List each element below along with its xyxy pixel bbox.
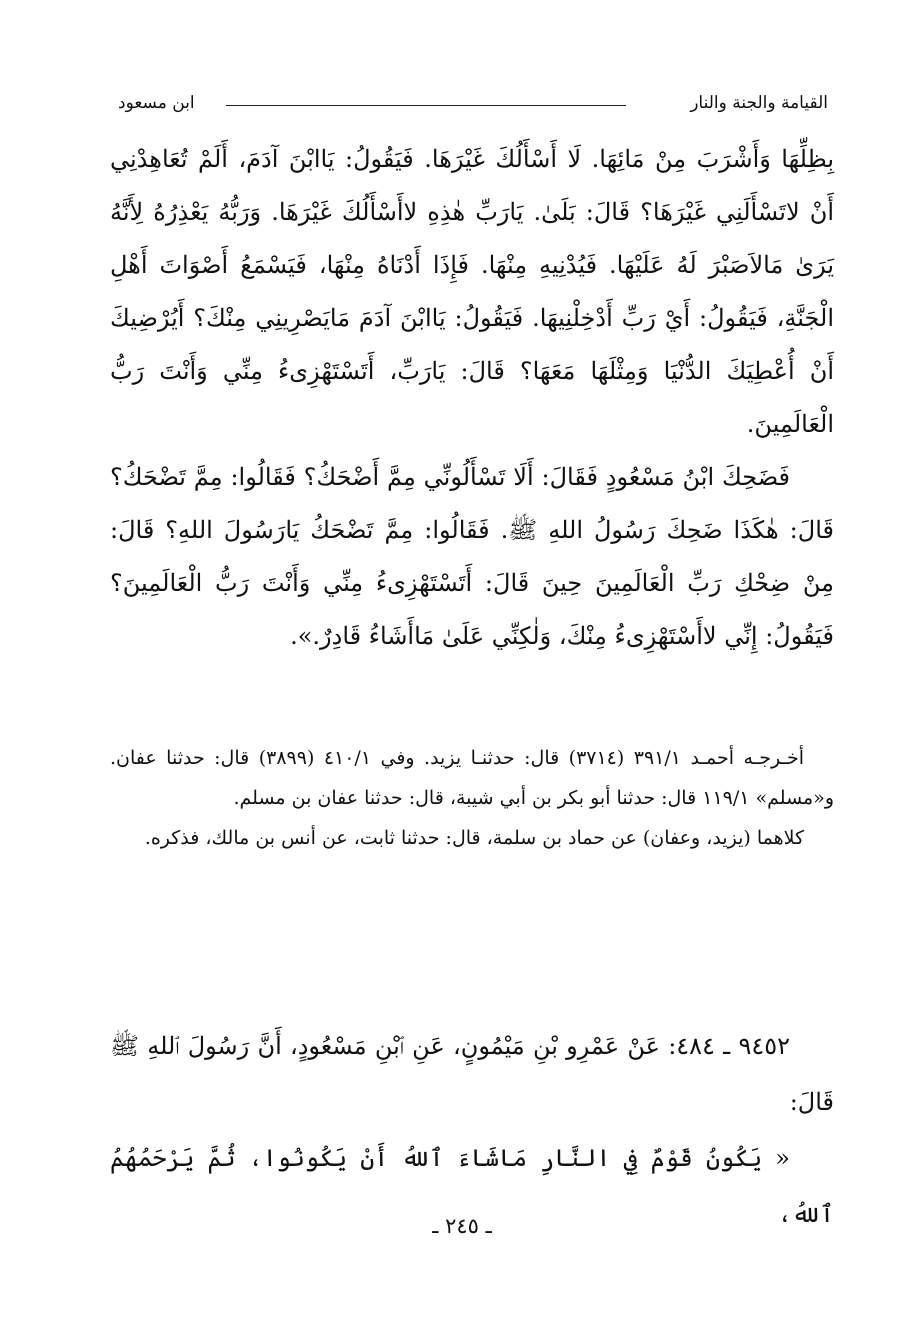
running-header — [118, 93, 828, 119]
hadith-isnad: ٩٤٥٢ ـ ٤٨٤: عَنْ عَمْرِو بْنِ مَيْمُونٍ، عَنِ ٱبْنِ مَسْعُودٍ، أَنَّ رَسُولَ ٱللهِ ﷺ قَالَ: — [110, 1032, 834, 1116]
footnote-paragraph: أخـرجـه أحمـد ٣٩١/١ (٣٧١٤) قال: حدثنـا يزيد. وفي ٤١٠/١ (٣٨٩٩) قال: حدثنا عفان. و«مسلم» ١١٩/١ قال: حدثنا أبو بكر بن أبي شيبة، قال: حدثنا عفان بن مسلم. — [110, 747, 834, 809]
main-paragraph: بِظِلِّهَا وَأَشْرَبَ مِنْ مَائِهَا. لَا أَسْأَلُكَ غَيْرَهَا. فَيَقُولُ: يَاابْنَ آدَمَ، أَلَمْ تُعَاهِدْنِي أَنْ لاتَسْأَلَنِي غَيْرَهَا؟ قَالَ: بَلَىٰ. يَارَبِّ هٰذِهِ لاأَسْأَلُكَ غَيْرَهَا. وَرَبُّهُ يَعْذِرُهُ لِأَنَّهُ يَرَىٰ مَالاَصَبْرَ لَهُ عَلَيْهَا. فَيُدْنِيهِ مِنْهَا. فَإِذَا أَدْنَاهُ مِنْهَا، فَيَسْمَعُ أَصْوَاتَ أَهْلِ الْجَنَّةِ، فَيَقُولُ: أَيْ رَبِّ أَدْخِلْنِيهَا. فَيَقُولُ: يَاابْنَ آدَمَ مَايَصْرِينِي مِنْكَ؟ أَيُرْضِيكَ أَنْ أُعْطِيَكَ الدُّنْيَا وَمِثْلَهَا مَعَهَا؟ قَالَ: يَارَبِّ، أَتَسْتَهْزِىءُ مِنِّي وَأَنْتَ رَبُّ الْعَالَمِينَ. — [110, 145, 834, 438]
hadith-entry — [110, 1018, 834, 1242]
header-book-title: القيامة والجنة والنار — [690, 93, 828, 113]
footnotes — [110, 738, 834, 858]
header-chapter-name: ابن مسعود — [118, 93, 195, 113]
main-text — [110, 133, 834, 663]
footnote-paragraph: كلاهما (يزيد، وعفان) عن حماد بن سلمة، قال: حدثنا ثابت، عن أنس بن مالك، فذكره. — [144, 827, 804, 849]
header-rule — [226, 105, 626, 106]
hadith-text: « يَكُونُ قَوْمٌ فِي النَّارِ مَاشَاءَ ٱللهُ أَنْ يَكُونُوا، ثُمَّ يَرْحَمُهُمُ ٱللهُ، — [110, 1144, 834, 1228]
main-paragraph: فَضَحِكَ ابْنُ مَسْعُودٍ فَقَالَ: أَلَا تَسْأَلُونِّي مِمَّ أَضْحَكُ؟ فَقَالُوا: مِمَّ تَضْحَكُ؟ قَالَ: هٰكَذَا ضَحِكَ رَسُولُ اللهِ ﷺ. فَقَالُوا: مِمَّ تَضْحَكُ يَارَسُولَ اللهِ؟ قَالَ: مِنْ ضِحْكِ رَبِّ الْعَالَمِينَ حِينَ قَالَ: أَتَسْتَهْزِىءُ مِنِّي وَأَنْتَ رَبُّ الْعَالَمِينَ؟ فَيَقُولُ: إِنِّي لاأَسْتَهْزِىءُ مِنْكَ، وَلٰكِنِّي عَلَىٰ مَاأَشَاءُ قَادِرٌ.». — [110, 463, 834, 650]
page-number: ـ ٢٤٥ ـ — [432, 1214, 492, 1238]
